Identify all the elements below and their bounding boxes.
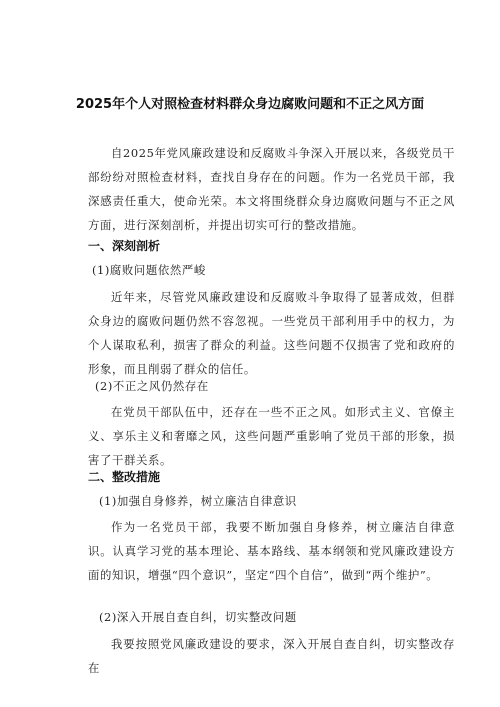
paragraph-corruption-text: 近年来，尽管党风廉政建设和反腐败斗争取得了显著成效，但群众身边的腐败问题仍然不容忽视。一些党员干部利用手中的权力，为个人谋取私利，损害了群众的利益。这些问题不仅损害了党和政府的形象，而且削弱了群众的信任。 [88,290,455,376]
document-title: 2025年个人对照检查材料群众身边腐败问题和不正之风方面 [75,97,425,112]
subsection-title-unhealthy-practices: (2)不正之风仍然存在 [95,379,209,393]
section-heading-analysis: 一、深刻剖析 [88,239,161,253]
paragraph-unhealthy-practices-text: 在党员干部队伍中，还存在一些不正之风。如形式主义、官僚主义、享乐主义和奢靡之风，这些问题严重影响了党员干部的形象，损害了干群关系。 [88,405,455,467]
intro-paragraph [88,141,455,237]
paragraph-self-cultivation-text: 作为一名党员干部，我要不断加强自身修养，树立廉洁自律意识。认真学习党的基本理论、基本路线、基本纲领和党风廉政建设方面的知识，增强“四个意识”，坚定“四个自信”，做到“两个维护”。 [88,520,455,582]
subsection-title-corruption: (1)腐败问题依然严峻 [92,263,206,277]
paragraph-self-inspection [88,632,455,680]
paragraph-self-inspection-text: 我要按照党风廉政建设的要求，深入开展自查自纠，切实整改存在 [88,637,455,675]
subsection-title-self-inspection: (2)深入开展自查自纠，切实整改问题 [99,610,297,624]
paragraph-unhealthy-practices [88,400,455,472]
intro-text: 自2025年党风廉政建设和反腐败斗争深入开展以来，各级党员干部纷纷对照检查材料，查找自身存在的问题。作为一名党员干部，我深感责任重大，使命光荣。本文将围绕群众身边腐败问题与不正之风方面，进行深刻剖析，并提出切实可行的整改措施。 [88,146,455,232]
section-heading-rectification: 二、整改措施 [88,470,161,484]
paragraph-corruption [88,285,455,381]
paragraph-self-cultivation [88,515,455,587]
subsection-title-self-cultivation: (1)加强自身修养，树立廉洁自律意识 [99,494,297,508]
